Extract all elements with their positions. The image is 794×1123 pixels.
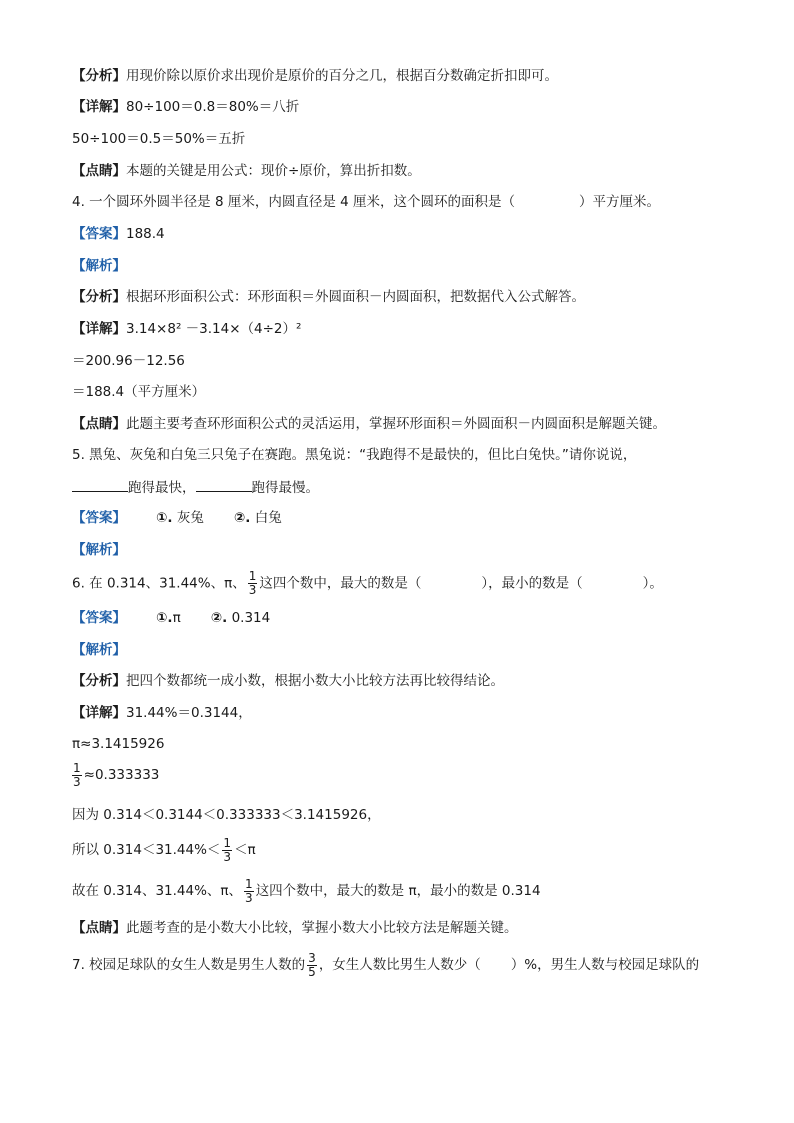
q4-explain-line: [72, 256, 126, 276]
q6-detail-line2: π≈3.1415926: [72, 736, 165, 752]
q4-question: [72, 192, 660, 212]
analysis-tag: 【分析】: [72, 289, 126, 305]
q5-answer-val1: 灰兔: [176, 510, 204, 526]
q6-analysis-text: 把四个数都统一成小数，根据小数大小比较方法再比较得结论。: [126, 673, 504, 689]
detail-tag: 【详解】: [72, 99, 126, 115]
q3-analysis-text: 用现价除以原价求出现价是原价的百分之几，根据百分数确定折扣即可。: [126, 68, 558, 84]
q6-detail-line3-rest: ≈0.333333: [83, 767, 160, 783]
q5-blank-fastest: [72, 477, 128, 492]
comment-tag: 【点睛】: [72, 163, 126, 179]
q4-question-part1: 4. 一个圆环外圆半径是 8 厘米，内圆直径是 4 厘米，这个圆环的面积是（: [72, 194, 516, 210]
q7-question-part3: ）%，男生人数与校园足球队的: [510, 957, 700, 973]
q6-analysis-line: [72, 671, 504, 691]
q6-question-part2: 这四个数中，最大的数是（: [259, 575, 422, 592]
analysis-tag: 【分析】: [72, 673, 126, 689]
q6-explain-line: [72, 640, 126, 660]
q6-detail-fraction: $\frac{1}{3}$: [223, 835, 232, 864]
q6-detail-fraction: $\frac{1}{3}$: [73, 760, 81, 789]
q4-analysis-line: [72, 287, 585, 307]
q7-question: [72, 950, 699, 980]
q3-detail-line: [72, 97, 299, 117]
q5-answer-line: [72, 508, 282, 528]
answer-tag: 【答案】: [72, 510, 126, 526]
q5-question-line1: 5. 黑兔、灰兔和白兔三只兔子在赛跑。黑兔说：“我跑得不是最快的，但比白兔快。”请你说说，: [72, 447, 637, 463]
q4-comment-line: [72, 414, 666, 434]
q6-answer-val2: 0.314: [231, 610, 271, 626]
q6-question-part1: 6. 在 0.314、31.44%、π、: [72, 575, 246, 592]
q7-question-part1: 7. 校园足球队的女生人数是男生人数的: [72, 957, 306, 973]
q5-blank-slowest: [196, 477, 252, 492]
q6-answer-mark1: ①.: [156, 610, 173, 626]
q4-analysis-text: 根据环形面积公式：环形面积＝外圆面积－内圆面积，把数据代入公式解答。: [126, 289, 585, 305]
q6-detail-line5-a: 所以 0.314＜31.44%＜: [72, 842, 221, 858]
q6-detail-line: [72, 703, 252, 723]
q4-detail-line3: ＝188.4（平方厘米）: [72, 384, 206, 400]
q6-question-part3: ），最小的数是（: [481, 575, 583, 592]
q3-comment-text: 本题的关键是用公式：现价÷原价，算出折扣数。: [126, 163, 421, 179]
detail-tag: 【详解】: [72, 705, 126, 721]
q4-detail-line: [72, 319, 301, 339]
analysis-tag: 【分析】: [72, 68, 126, 84]
q6-detail-line6: [72, 876, 541, 906]
q6-detail-line3: [72, 760, 159, 790]
q4-answer: 188.4: [126, 226, 165, 242]
q6-detail-line5: [72, 835, 256, 865]
q3-analysis-line: [72, 66, 558, 86]
q6-answer-val1: π: [172, 610, 181, 626]
q6-comment-text: 此题考查的是小数大小比较，掌握小数大小比较方法是解题关键。: [126, 920, 518, 936]
q6-detail-line1: 31.44%＝0.3144，: [126, 705, 252, 721]
q5-question-line2: [72, 477, 319, 497]
q4-detail-line1: 3.14×8² －3.14×（4÷2）²: [126, 321, 302, 337]
q5-answer-val2: 白兔: [254, 510, 282, 526]
comment-tag: 【点睛】: [72, 416, 126, 432]
q6-detail-line6-b: 这四个数中，最大的数是 π，最小的数是 0.314: [255, 883, 541, 899]
q4-question-part2: ）平方厘米。: [579, 194, 661, 210]
q4-answer-line: [72, 224, 165, 244]
q6-question: [72, 570, 663, 596]
q5-answer-mark2: ②.: [233, 510, 251, 526]
q7-question-part2: ，女生人数比男生人数少（: [318, 957, 481, 973]
q6-answer-mark2: ②.: [210, 610, 228, 626]
answer-tag: 【答案】: [72, 226, 126, 242]
q4-detail-line2: ＝200.96－12.56: [72, 353, 185, 369]
detail-tag: 【详解】: [72, 321, 126, 337]
answer-tag: 【答案】: [72, 610, 126, 626]
explain-tag: 【解析】: [72, 642, 126, 658]
q3-comment-line: [72, 161, 421, 181]
q5-explain-line: [72, 540, 126, 560]
explain-tag: 【解析】: [72, 258, 126, 274]
q6-detail-line6-a: 故在 0.314、31.44%、π、: [72, 883, 243, 899]
q6-detail-fraction: $\frac{1}{3}$: [245, 876, 253, 905]
q5-question-part-a: 跑得最快，: [128, 480, 196, 496]
q3-detail-line1: 80÷100＝0.8＝80%＝八折: [126, 99, 300, 115]
q7-fraction: $\frac{3}{5}$: [308, 950, 316, 979]
q4-comment-text: 此题主要考查环形面积公式的灵活运用，掌握环形面积＝外圆面积－内圆面积是解题关键。: [126, 416, 666, 432]
comment-tag: 【点睛】: [72, 920, 126, 936]
q5-answer-mark1: ①.: [156, 510, 173, 526]
q3-detail-line2: 50÷100＝0.5＝50%＝五折: [72, 131, 246, 147]
explain-tag: 【解析】: [72, 542, 126, 558]
q6-detail-line4: 因为 0.314＜0.3144＜0.333333＜3.1415926，: [72, 807, 381, 823]
q5-question-part-b: 跑得最慢。: [251, 480, 319, 496]
q6-fraction: $\frac{1}{3}$: [248, 569, 257, 597]
q6-question-part4: ）。: [642, 575, 663, 592]
q6-comment-line: [72, 918, 518, 938]
q6-answer-line: [72, 608, 270, 628]
q6-detail-line5-b: ＜π: [234, 842, 256, 858]
